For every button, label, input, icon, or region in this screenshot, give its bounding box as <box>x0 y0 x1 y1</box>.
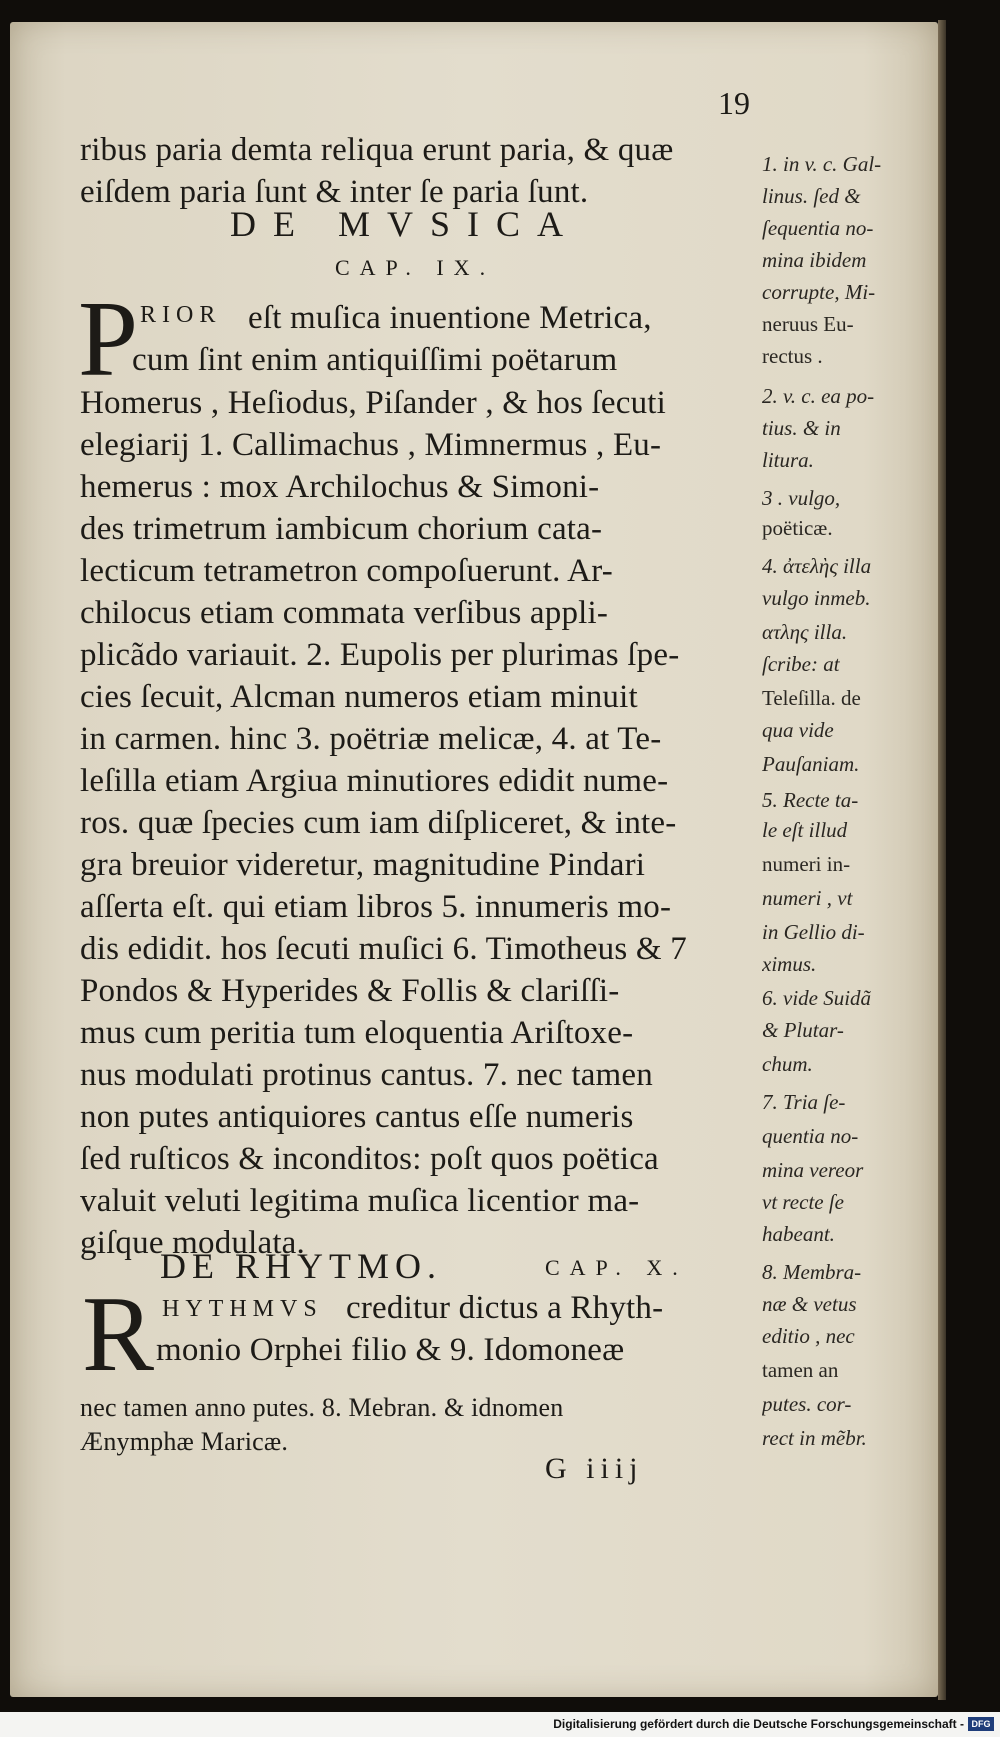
chapter-number-x: CAP. X. <box>545 1255 688 1280</box>
margin-note-line: litura. <box>762 448 814 472</box>
drop-cap-rest-prior: RIOR <box>140 302 222 328</box>
text-line: eſt muſica inuentione Metrica, <box>248 300 652 336</box>
margin-note-line: 1. in v. c. Gal- <box>762 152 882 176</box>
text-line: dis edidit. hos ſecuti muſici 6. Timotheus & 7 <box>80 931 687 967</box>
digitization-footer <box>0 1712 1000 1737</box>
section-heading-de-rhytmo: DE RHYTMO. <box>160 1246 442 1286</box>
margin-note-line: vulgo inmeb. <box>762 586 871 610</box>
text-line: Homerus , Heſiodus, Piſander , & hos ſecuti <box>80 385 667 421</box>
margin-note-line: ſcribe: at <box>762 652 840 676</box>
text-line: cum ſint enim antiquiſſimi poëtarum <box>132 342 618 378</box>
margin-note-line: poëticæ. <box>762 516 833 540</box>
drop-cap-r: R <box>82 1275 155 1394</box>
text-line: giſque modulata. <box>80 1225 305 1261</box>
drop-cap-p: P <box>78 280 139 399</box>
margin-note-line: neruus Eu- <box>762 312 854 336</box>
text-line: nus modulati protinus cantus. 7. nec tamen <box>80 1057 653 1093</box>
margin-note-line: mina ibidem <box>762 248 867 272</box>
page-number: 19 <box>718 85 750 121</box>
margin-note-line: tamen an <box>762 1358 839 1382</box>
margin-note-line: qua vide <box>762 718 834 742</box>
text-line: aſſerta eſt. qui etiam libros 5. innumeris mo- <box>80 889 672 925</box>
text-line: in carmen. hinc 3. poëtriæ melicæ, 4. at Te- <box>80 721 662 757</box>
margin-note-line: 3 . vulgo, <box>762 486 841 510</box>
margin-note-line: editio , nec <box>762 1324 855 1348</box>
text-line: eiſdem paria ſunt & inter ſe paria ſunt. <box>80 174 589 210</box>
margin-note-line: putes. cor- <box>762 1392 852 1416</box>
margin-note-line: 2. v. c. ea po- <box>762 384 875 408</box>
margin-note-line: & Plutar- <box>762 1018 844 1042</box>
margin-note-line: le eſt illud <box>762 818 848 842</box>
margin-note-line: Pauſaniam. <box>762 752 860 776</box>
margin-note-line: rect in mẽbr. <box>762 1426 867 1450</box>
text-line: plicãdo variauit. 2. Eupolis per plurimas ſpe- <box>80 637 680 673</box>
text-line: ſed ruſticos & inconditos: poſt quos poëtica <box>80 1141 659 1177</box>
page-edge <box>938 20 946 1700</box>
margin-note-line: numeri , vt <box>762 886 853 910</box>
text-line: hemerus : mox Archilochus & Simoni- <box>80 469 600 505</box>
margin-note-line: 5. Recte ta- <box>762 788 859 812</box>
margin-note-line: ximus. <box>762 952 817 976</box>
drop-cap-rest-rhythmus: HYTHMVS <box>162 1296 323 1322</box>
margin-note-line: næ & vetus <box>762 1292 857 1316</box>
margin-note-line: ſequentia no- <box>762 216 874 240</box>
margin-note-line: tius. & in <box>762 416 841 440</box>
margin-note-line: 4. ἀτελὴς illa <box>762 554 872 578</box>
text-line: elegiarij 1. Callimachus , Mimnermus , Eu- <box>80 427 662 463</box>
footnote-line: nec tamen anno putes. 8. Mebran. & idnomen <box>80 1393 564 1422</box>
text-line: ribus paria demta reliqua erunt paria, & quæ <box>80 132 674 168</box>
margin-note-line: rectus . <box>762 344 823 368</box>
margin-note-line: corrupte, Mi- <box>762 280 876 304</box>
section-heading-de-musica: DE MVSICA <box>230 204 581 244</box>
dfg-logo-icon: DFG <box>968 1717 994 1731</box>
margin-note-line: 6. vide Suidã <box>762 986 872 1010</box>
text-line: lecticum tetrametron compoſuerunt. Ar- <box>80 553 613 589</box>
text-line: chilocus etiam commata verſibus appli- <box>80 595 609 631</box>
margin-note-line: ατλης illa. <box>762 620 848 644</box>
text-line: non putes antiquiores cantus eſſe numeris <box>80 1099 634 1135</box>
text-line: des trimetrum iambicum chorium cata- <box>80 511 603 547</box>
footer-credit-text: Digitalisierung gefördert durch die Deutsche Forschungsgemeinschaft - <box>553 1717 964 1731</box>
text-line: monio Orphei filio & 9. Idomoneæ <box>156 1332 625 1368</box>
margin-note-line: 7. Tria ſe- <box>762 1090 846 1114</box>
footnote-line: Ænymphæ Maricæ. <box>80 1427 289 1456</box>
chapter-number-ix: CAP. IX. <box>335 255 496 280</box>
margin-note-line: linus. ſed & <box>762 184 861 208</box>
margin-note-line: habeant. <box>762 1222 835 1246</box>
margin-note-line: vt recte ſe <box>762 1190 845 1214</box>
margin-note-line: in Gellio di- <box>762 920 865 944</box>
margin-note-line: quentia no- <box>762 1124 859 1148</box>
text-line: ros. quæ ſpecies cum iam diſpliceret, & inte- <box>80 805 677 841</box>
text-line: gra breuior videretur, magnitudine Pindari <box>80 847 646 883</box>
margin-note-line: 8. Membra- <box>762 1260 862 1284</box>
margin-note-line: mina vereor <box>762 1158 864 1182</box>
margin-note-line: chum. <box>762 1052 813 1076</box>
margin-note-line: Teleſilla. de <box>762 686 861 710</box>
text-line: valuit veluti legitima muſica licentior ma- <box>80 1183 640 1219</box>
text-line: leſilla etiam Argiua minutiores edidit nume- <box>80 763 669 799</box>
text-line: cies ſecuit, Alcman numeros etiam minuit <box>80 679 638 715</box>
text-line: mus cum peritia tum eloquentia Ariſtoxe- <box>80 1015 634 1051</box>
margin-note-line: numeri in- <box>762 852 851 876</box>
text-line: Pondos & Hyperides & Follis & clariſſi- <box>80 973 620 1009</box>
text-line: creditur dictus a Rhyth- <box>346 1290 664 1326</box>
signature-mark: G iiij <box>545 1452 644 1485</box>
